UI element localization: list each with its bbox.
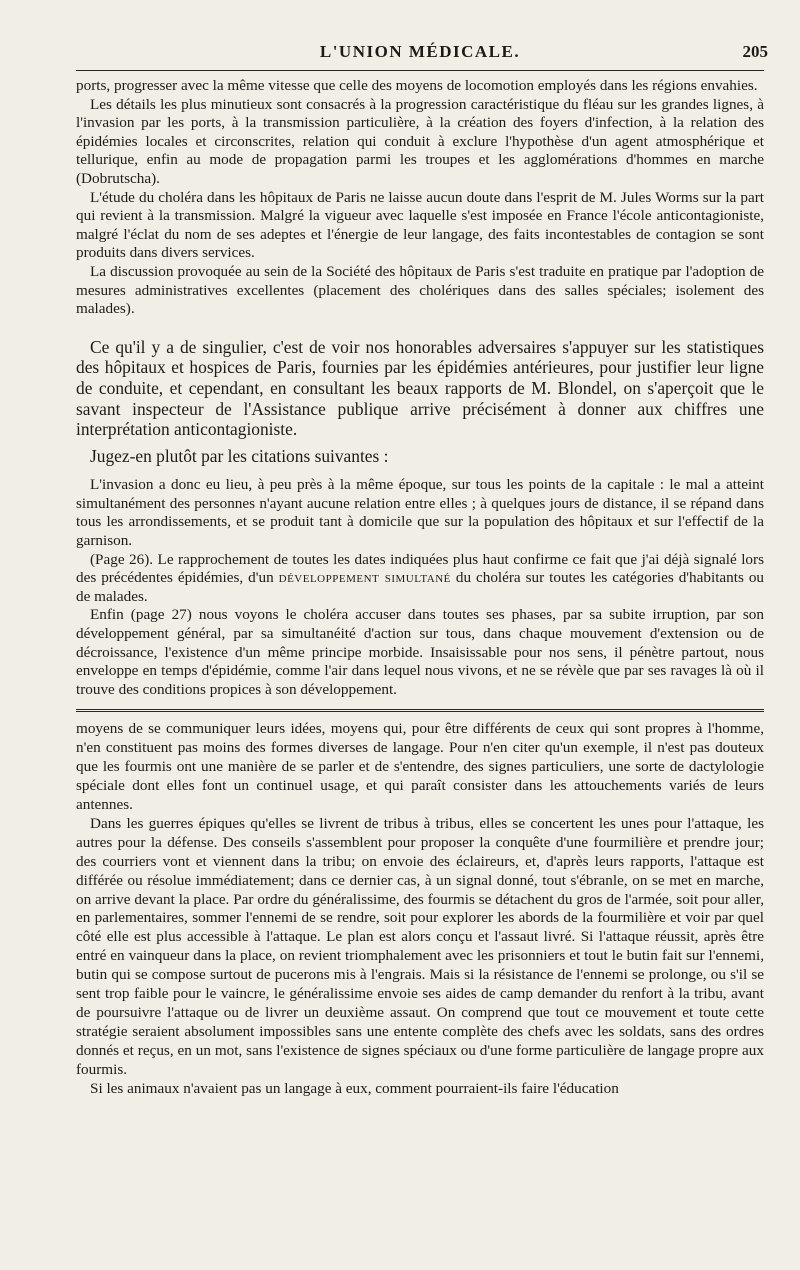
paragraph: L'étude du choléra dans les hôpitaux de Paris ne laisse aucun doute dans l'esprit de M. Jules Worms sur la part qui revient à la transmission. Malgré la vigueur avec laquelle s'est imposée en France l'école anticontagioniste, malgré l'éclat du nom de ses adeptes et l'énergie de leur langage, des faits incontestables de contagion se sont produits dans divers services. — [76, 188, 764, 262]
paragraph: moyens de se communiquer leurs idées, moyens qui, pour être différents de ceux qui sont propres à l'homme, n'en constituent pas moins des formes diverses de langage. Pour n'en citer qu'un exemple, il n'est pas douteux que les fourmis ont une manière de se parler et de s'entendre, des signes particuliers, une sorte de dactylologie spéciale dont elles font un continuel usage, et qui paraît consister dans les attouchements variés de leurs antennes. — [76, 720, 764, 814]
emphasis-small-caps: développement simultané — [278, 569, 451, 587]
paragraph: Les détails les plus minutieux sont consacrés à la progression caractéristique du fléau sur les grandes lignes, à l'invasion par les ports, à la transmission particulière, à la création des foyers d'infection, à la relation des épidémies locales et circonscrites, relation qui conduit à exclure l'hypothèse d'un agent atmosphérique et tellurique, enfin au mode de propagation parmi les troupes et les agglomérations d'hommes en marche (Dobrutscha). — [76, 95, 764, 187]
paragraph: Dans les guerres épiques qu'elles se livrent de tribus à tribus, elles se concertent les unes pour l'attaque, les autres pour la défense. Des conseils s'assemblent pour proposer la conquête d'une fourmilière et prendre jour; des courriers vont et viennent dans la tribu; on envoie des éclaireurs, et, d'après leurs rapports, l'attaque est différée ou résolue immédiatement; dans ce dernier cas, à un signal donné, tout s'ébranle, on se met en marche, on arrive devant la place. Par ordre du généralissime, des fourmis se détachent du gros de l'armée, soit pour aller, en parlementaires, sommer l'ennemi de se rendre, soit pour explorer les abords de la fourmilière et voir par quel côté elle est plus accessible à l'attaque. Le plan est alors conçu et l'assaut livré. Si l'attaque réussit, après être entré en vainqueur dans la place, on revient triomphalement avec les prisonniers et tout le butin fait sur l'ennemi, butin qui se compose surtout de pucerons mis à l'engrais. Mais si la résistance de l'ennemi se prolonge, ou s'il se sent trop faible pour le vaincre, le généralissime envoie ses aides de camp demander du renfort à la tribu, avant de poursuivre l'attaque ou de livrer un deuxième assaut. On comprend que tout ce mouvement et toute cette stratégie seraient absolument impossibles sans une entente complète des chefs avec les soldats, sans des ordres donnés et reçus, en un mot, sans l'existence de signes spéciaux ou d'une forme particulière de langage propre aux fourmis. — [76, 814, 764, 1078]
feuilleton-column — [76, 720, 764, 1098]
paragraph: La discussion provoquée au sein de la Société des hôpitaux de Paris s'est traduite en pratique par l'adoption de mesures administratives excellentes (placement des cholériques dans des salles spéciales; isolement des malades). — [76, 262, 764, 318]
quotation-paragraph — [76, 551, 764, 607]
paragraph: Si les animaux n'avaient pas un langage à eux, comment pourraient-ils faire l'éducation — [90, 1079, 619, 1097]
quotation-text: du choléra sur toutes les catégories d'habitants ou de malades. — [76, 569, 765, 605]
feuilleton-rule — [76, 709, 764, 712]
page-header — [76, 28, 768, 62]
quotation-text: (Page 26). Le rapprochement de toutes les dates indiquées plus haut confirme ce fait que j'ai déjà signalé lors des précédentes épidémies, d'un — [76, 550, 764, 587]
journal-page — [76, 28, 768, 1258]
paragraph: ports, progresser avec la même vitesse que celle des moyens de locomotion employés dans les régions envahies. — [76, 77, 758, 94]
running-title: L'UNION MÉDICALE. — [319, 42, 521, 61]
large-paragraph: Jugez-en plutôt par les citations suivantes : — [90, 445, 389, 466]
page-number: 205 — [742, 42, 768, 61]
quotation-paragraph: Enfin (page 27) nous voyons le choléra accuser dans toutes ses phases, par sa subite irruption, par son développement général, par sa simultanéité d'action sur tous, dans chaque mouvement d'extension ou de décroissance, l'existence d'un même principe morbide. Insaisissable pour nos sens, il pénètre partout, nous enveloppe en temps d'épidémie, comme l'air dans lequel nous vivons, et ne se révèle que par ses ravages là où il trouve des conditions propices à son développement. — [76, 606, 764, 698]
large-paragraph: Ce qu'il y a de singulier, c'est de voir nos honorables adversaires s'appuyer sur les statistiques des hôpitaux et hospices de Paris, fournies par les épidémies antérieures, pour justifier leur ligne de conduite, et cependant, en consultant les beaux rapports de M. Blondel, on s'aperçoit que le savant inspecteur de l'Assistance publique arrive précisément à donner aux chiffres une interprétation anticontagioniste. — [76, 336, 764, 440]
quotation-paragraph: L'invasion a donc eu lieu, à peu près à la même époque, sur tous les points de la capitale : le mal a atteint simultanément des personnes n'ayant aucune relation entre elles ; à quelques jours de distance, il se répand dans tous les arrondissements, et se produit tant à domicile que sur la population des hôpitaux et sur l'effectif de la garnison. — [76, 476, 764, 550]
article-column — [76, 77, 764, 699]
header-rule — [76, 70, 764, 71]
